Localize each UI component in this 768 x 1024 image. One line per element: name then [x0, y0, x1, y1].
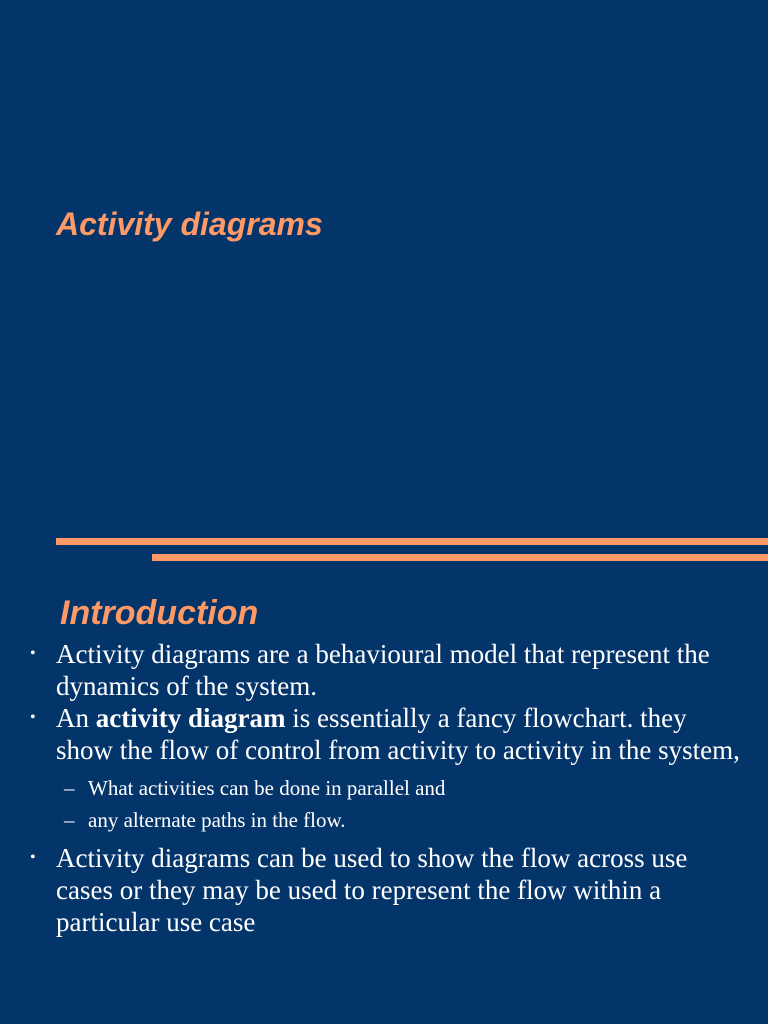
bullet-list — [30, 638, 750, 938]
dash-icon: – — [64, 808, 75, 832]
dash-icon: – — [64, 776, 75, 800]
bullet-dot-icon: • — [30, 645, 36, 662]
sub-bullet-item-2 — [64, 804, 750, 836]
bullet-text-suffix: is essentially a fancy flowchart. they show the flow of control from activity to activity in the system, — [56, 703, 740, 765]
bullet-dot-icon: • — [30, 849, 36, 866]
sub-bullet-list — [64, 772, 750, 836]
bullet-text: Activity diagrams can be used to show the flow across use cases or they may be used to represent the flow within a particular use case — [56, 843, 688, 937]
slide-title: Activity diagrams — [56, 206, 323, 242]
bullet-dot-icon: • — [30, 709, 36, 726]
bullet-text-prefix: An — [56, 703, 96, 733]
bullet-item-2 — [30, 702, 750, 836]
bullet-emphasis: activity diagram — [95, 703, 286, 733]
sub-bullet-text: What activities can be done in parallel and — [88, 776, 446, 800]
bullet-text — [56, 703, 740, 765]
sub-bullet-text: any alternate paths in the flow. — [88, 808, 346, 832]
bullet-item-1 — [30, 638, 750, 702]
introduction-slide — [0, 560, 768, 1024]
bullet-text: Activity diagrams are a behavioural model that represent the dynamics of the system. — [56, 639, 710, 701]
decorative-rule-top — [56, 538, 768, 545]
sub-bullet-item-1 — [64, 772, 750, 804]
section-title: Introduction — [60, 594, 259, 632]
bullet-item-3 — [30, 842, 750, 938]
